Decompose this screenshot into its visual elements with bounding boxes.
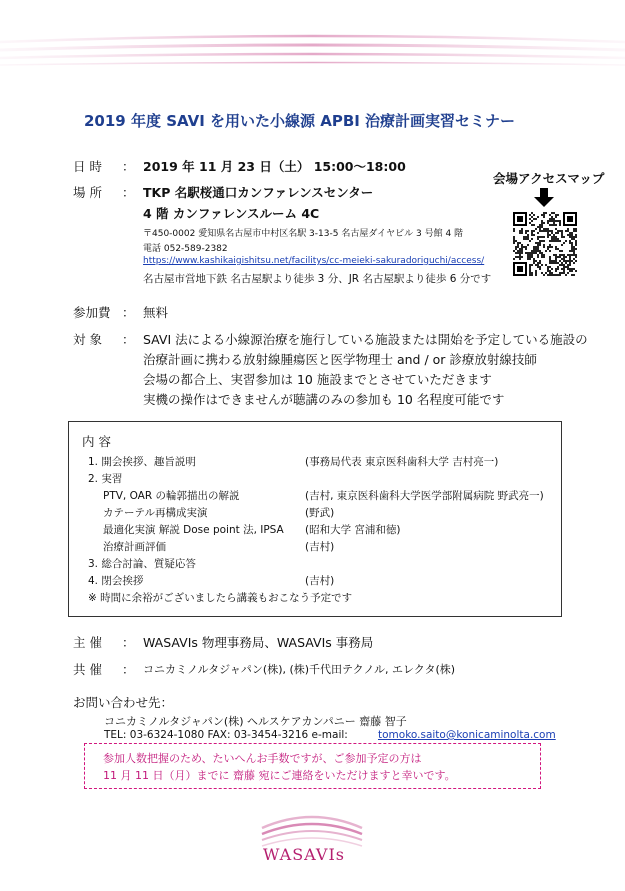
program-item: 1. 開会挨拶、趣旨説明 [88, 456, 196, 468]
contact-email-link[interactable]: tomoko.saito@konicaminolta.com [378, 729, 556, 741]
target-label: 対 象 [73, 332, 102, 347]
venue-label: 場 所 [73, 185, 102, 200]
program-note: ※ 時間に余裕がございましたら講義もおこなう予定です [88, 592, 353, 604]
date-value: 2019 年 11 月 23 日（土） 15:00～18:00 [143, 159, 406, 174]
venue-room: 4 階 カンファレンスルーム 4C [143, 206, 320, 221]
organizer-label: 主 催 [73, 635, 102, 650]
notice-line: 11 月 11 日（月）までに 齋藤 宛にご連絡をいただけますと幸いです。 [103, 769, 456, 782]
fee-value: 無料 [143, 305, 169, 320]
target-line: 会場の都合上、実習参加は 10 施設までとさせていただきます [143, 372, 492, 387]
program-item: カテーテル再構成実演 [103, 507, 208, 519]
date-label: 日 時 [73, 159, 102, 174]
target-line: SAVI 法による小線源治療を施行している施設または開始を予定している施設の [143, 332, 588, 347]
venue-phone: 電話 052-589-2382 [143, 244, 228, 254]
page-title: 2019 年度 SAVI を用いた小線源 APBI 治療計画実習セミナー [84, 112, 516, 130]
cosponsor-value: コニカミノルタジャパン(株), (株)千代田テクノル, エレクタ(株) [143, 663, 456, 676]
venue-name: TKP 名駅桜通口カンファレンスセンター [143, 185, 374, 200]
venue-access-link[interactable]: https://www.kashikaigishitsu.net/facilitys/cc-meieki-sakuradoriguchi/access/ [143, 256, 485, 266]
program-speaker: (野武) [305, 507, 335, 519]
top-wave-decoration [0, 0, 625, 80]
contact-tel-fax: TEL: 03-6324-1080 FAX: 03-3454-3216 e-mail: [104, 729, 348, 741]
program-speaker: (事務局代表 東京医科歯科大学 吉村亮一) [305, 456, 499, 468]
contact-heading: お問い合わせ先： [73, 695, 174, 710]
qr-code-icon[interactable] [511, 210, 579, 278]
program-item: 最適化実演 解説 Dose point 法, IPSA [103, 524, 284, 536]
program-item: 3. 総合討論、質疑応答 [88, 558, 196, 570]
program-item: 2. 実習 [88, 473, 123, 485]
venue-access-info: 名古屋市営地下鉄 名古屋駅より徒歩 3 分、JR 名古屋駅より徒歩 6 分です [143, 273, 492, 285]
program-item: PTV, OAR の輪郭描出の解説 [103, 490, 240, 502]
program-item: 治療計画評価 [103, 541, 166, 553]
program-speaker: (吉村) [305, 541, 335, 553]
target-colon: ： [122, 332, 135, 347]
wasavis-logo-text: WASAVIs [263, 845, 346, 864]
cosponsor-label: 共 催 [73, 662, 102, 677]
organizer-colon: ： [122, 635, 135, 650]
organizer-value: WASAVIs 物理事務局、WASAVIs 事務局 [143, 635, 374, 650]
program-speaker: (昭和大学 宮浦和徳) [305, 524, 401, 536]
target-line: 実機の操作はできませんが聴講のみの参加も 10 名程度可能です [143, 392, 505, 407]
program-item: 4. 閉会挨拶 [88, 575, 144, 587]
program-speaker: (吉村, 東京医科歯科大学医学部附属病院 野武亮一) [305, 490, 544, 502]
target-line: 治療計画に携わる放射線腫瘍医と医学物理士 and / or 診療放射線技師 [143, 352, 537, 367]
down-arrow-icon [534, 188, 554, 208]
contact-org: コニカミノルタジャパン(株) ヘルスケアカンパニー 齋藤 智子 [104, 715, 407, 728]
cosponsor-colon: ： [122, 662, 135, 677]
program-speaker: (吉村) [305, 575, 335, 587]
notice-line: 参加人数把握のため、たいへんお手数ですが、ご参加予定の方は [103, 752, 422, 765]
fee-label: 参加費 [73, 305, 111, 320]
fee-colon: ： [122, 305, 135, 320]
map-label: 会場アクセスマップ [493, 171, 605, 186]
venue-colon: ： [122, 185, 135, 200]
venue-address: 〒450-0002 愛知県名古屋市中村区名駅 3-13-5 名古屋ダイヤビル 3 号館 4 階 [143, 229, 464, 239]
program-heading: 内 容 [82, 434, 111, 449]
date-colon: ： [122, 159, 135, 174]
